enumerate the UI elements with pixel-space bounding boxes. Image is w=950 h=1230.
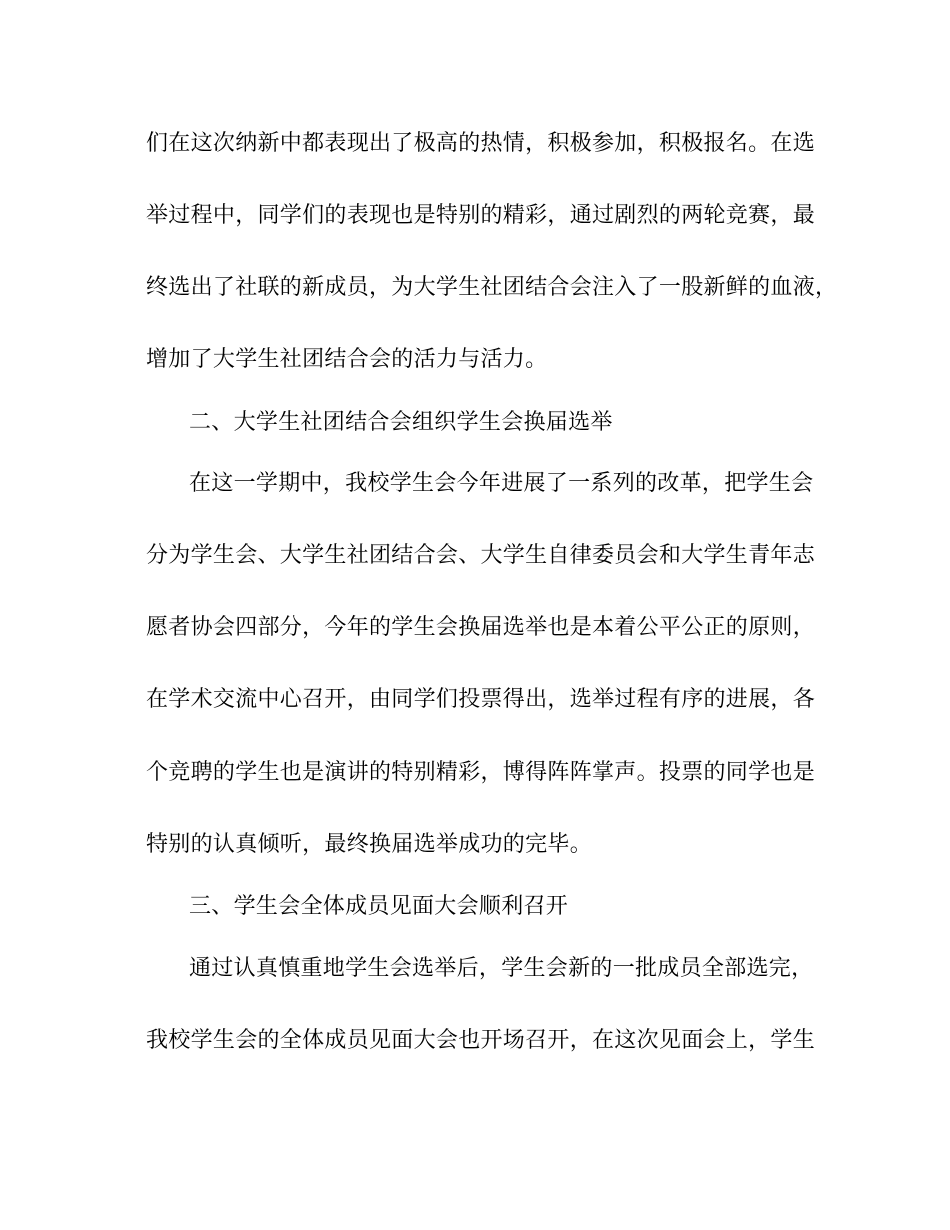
body-text-line: 举过程中，同学们的表现也是特别的精彩，通过剧烈的两轮竞赛，最 [146,203,816,228]
body-text-line: 愿者协会四部分，今年的学生会换届选举也是本着公平公正的原则， [146,615,816,640]
body-text-line: 分为学生会、大学生社团结合会、大学生自律委员会和大学生青年志 [146,543,816,568]
body-text-line: 终选出了社联的新成员，为大学生社团结合会注入了一股新鲜的血液， [146,275,838,300]
section-heading: 二、大学生社团结合会组织学生会换届选举 [189,410,613,435]
section-heading: 三、学生会全体成员见面大会顺利召开 [189,894,569,919]
body-text-line: 通过认真慎重地学生会选举后，学生会新的一批成员全部选完， [189,956,814,981]
body-text-line: 增加了大学生社团结合会的活力与活力。 [146,347,548,372]
body-text-line: 我校学生会的全体成员见面大会也开场召开，在这次见面会上，学生 [146,1028,816,1053]
body-text-line: 们在这次纳新中都表现出了极高的热情，积极参加，积极报名。在选 [146,131,816,156]
body-text-line: 个竞聘的学生也是演讲的特别精彩，博得阵阵掌声。投票的同学也是 [146,760,816,785]
body-text-line: 在学术交流中心召开，由同学们投票得出，选举过程有序的进展，各 [146,687,816,712]
body-text-line: 在这一学期中，我校学生会今年进展了一系列的改革，把学生会 [189,471,814,496]
body-text-line: 特别的认真倾听，最终换届选举成功的完毕。 [146,832,593,857]
